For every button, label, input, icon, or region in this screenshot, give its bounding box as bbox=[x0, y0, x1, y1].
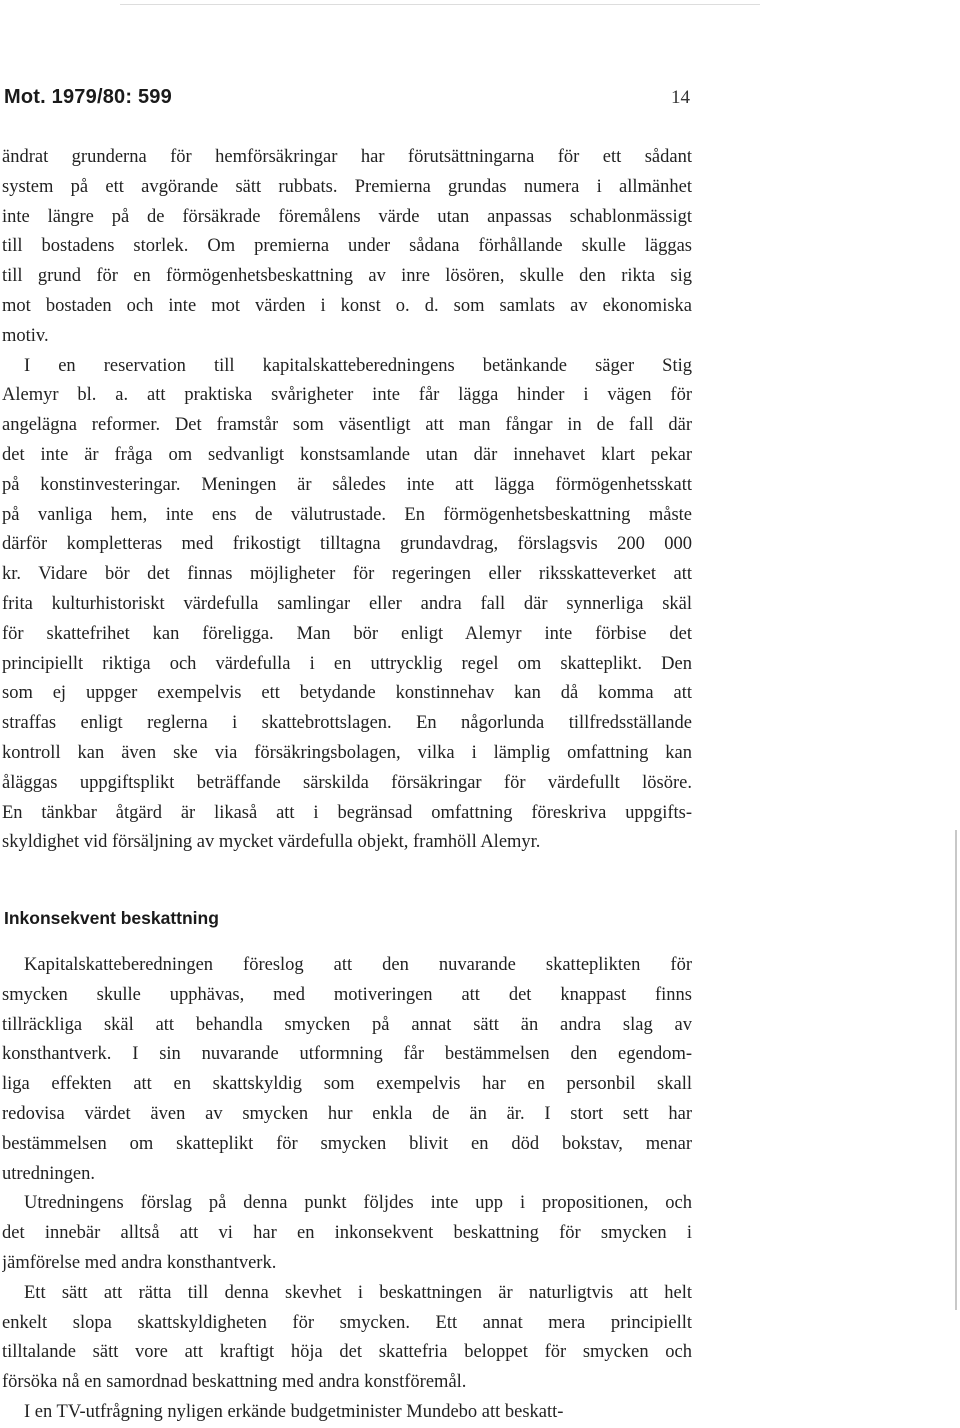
text-line: därför kompletteras med frikostigt tilltagna grundavdrag, förslagsvis 200 000 bbox=[2, 534, 692, 555]
body-text-part-1 bbox=[2, 143, 692, 858]
text-line: enkelt slopa skattskyldigheten för smycken. Ett annat mera principiellt bbox=[2, 1312, 692, 1333]
text-line: det innebär alltså att vi har en inkonsekvent beskattning för smycken i bbox=[2, 1223, 692, 1244]
text-line: I en reservation till kapitalskatteberedningens betänkande säger Stig bbox=[24, 355, 692, 376]
text-line: bestämmelsen om skatteplikt för smycken blivit en död bokstav, menar bbox=[2, 1133, 692, 1154]
text-line: system på ett avgörande sätt rubbats. Premierna grundas numera i allmänhet bbox=[2, 176, 692, 197]
text-line: Alemyr bl. a. att praktiska svårigheter inte får lägga hinder i vägen för bbox=[2, 385, 692, 406]
text-line: skyldighet vid försäljning av mycket värdefulla objekt, framhöll Alemyr. bbox=[2, 832, 541, 853]
document-reference: Mot. 1979/80: 599 bbox=[4, 86, 172, 108]
scan-artifact-right bbox=[955, 830, 957, 1310]
text-line: till grund för en förmögenhetsbeskattning av inre lösören, skulle den rikta sig bbox=[2, 266, 692, 287]
text-line: redovisa värdet även av smycken hur enkla de än är. I stort sett har bbox=[2, 1103, 692, 1124]
paragraph bbox=[2, 951, 692, 1189]
text-line: till bostadens storlek. Om premierna under sådana förhållande skulle läggas bbox=[2, 236, 692, 257]
text-line: åläggas uppgiftsplikt beträffande särskilda försäkringar för värdefullt lösöre. bbox=[2, 772, 692, 793]
paragraph bbox=[2, 1189, 692, 1278]
scan-artifact-top bbox=[120, 4, 760, 5]
text-line: kr. Vidare bör det finnas möjligheter för regeringen eller riksskatteverket att bbox=[2, 564, 692, 585]
text-line: på vanliga hem, inte ens de välutrustade. En förmögenhetsbeskattning måste bbox=[2, 504, 692, 525]
paragraph bbox=[2, 1279, 692, 1398]
text-line: I en TV-utfrågning nyligen erkände budgetminister Mundebo att beskatt- bbox=[24, 1401, 564, 1422]
paragraph bbox=[2, 352, 692, 859]
text-line: inte längre på de försäkrade föremålens värde utan anpassas schablonmässigt bbox=[2, 206, 692, 227]
paragraph bbox=[2, 143, 692, 352]
page-header bbox=[0, 86, 692, 112]
text-line: som ej uppger exempelvis ett betydande konstinnehav kan då komma att bbox=[2, 683, 692, 704]
text-line: mot bostaden och inte mot värden i konst o. d. som samlats av ekonomiska bbox=[2, 295, 692, 316]
text-line: kontroll kan även ske via försäkringsbolagen, vilka i lämplig omfattning kan bbox=[2, 742, 692, 763]
text-line: frita kulturhistoriskt värdefulla samlingar eller andra fall där synnerliga skäl bbox=[2, 593, 692, 614]
text-line: smycken skulle upphävas, med motiveringen att det knappast finns bbox=[2, 984, 692, 1005]
text-line: det inte är fråga om sedvanligt konstsamlande utan där innehavet klart pekar bbox=[2, 444, 692, 465]
text-line: tillräckliga skäl att behandla smycken på annat sätt än andra slag av bbox=[2, 1014, 692, 1035]
text-line: konsthantverk. I sin nuvarande utformning får bestämmelsen den egendom- bbox=[2, 1044, 692, 1065]
body-text-part-2 bbox=[2, 951, 692, 1428]
text-line: jämförelse med andra konsthantverk. bbox=[2, 1252, 277, 1273]
text-line: motiv. bbox=[2, 325, 49, 346]
text-line: principiellt riktiga och värdefulla i en uttrycklig regel om skatteplikt. Den bbox=[2, 653, 692, 674]
text-line: Ett sätt att rätta till denna skevhet i beskattningen är naturligtvis att helt bbox=[24, 1282, 692, 1303]
text-line: Kapitalskatteberedningen föreslog att den nuvarande skatteplikten för bbox=[24, 955, 692, 975]
text-line: för skattefrihet kan föreligga. Man bör enligt Alemyr inte förbise det bbox=[2, 623, 692, 644]
text-line: liga effekten att en skattskyldig som exempelvis har en personbil skall bbox=[2, 1074, 692, 1095]
text-line: En tänkbar åtgärd är likaså att i begränsad omfattning föreskriva uppgifts- bbox=[2, 802, 692, 823]
page-number: 14 bbox=[671, 87, 690, 108]
text-line: på konstinvesteringar. Meningen är således inte att lägga förmögenhetsskatt bbox=[2, 474, 692, 495]
text-line: försöka nå en samordnad beskattning med andra konstföremål. bbox=[2, 1372, 467, 1393]
paragraph bbox=[2, 1398, 692, 1428]
section-heading: Inkonsekvent beskattning bbox=[4, 908, 219, 928]
text-line: Utredningens förslag på denna punkt följdes inte upp i propositionen, och bbox=[24, 1193, 692, 1214]
text-line: straffas enligt reglerna i skattebrottslagen. En någorlunda tillfredsställande bbox=[2, 713, 692, 734]
text-line: angelägna reformer. Det framstår som väsentligt att man fångar in de fall där bbox=[2, 415, 692, 436]
text-line: ändrat grunderna för hemförsäkringar har förutsättningarna för ett sådant bbox=[2, 147, 692, 167]
text-line: tilltalande sätt vore att kraftigt höja det skattefria beloppet för smycken och bbox=[2, 1342, 692, 1363]
text-line: utredningen. bbox=[2, 1163, 95, 1184]
